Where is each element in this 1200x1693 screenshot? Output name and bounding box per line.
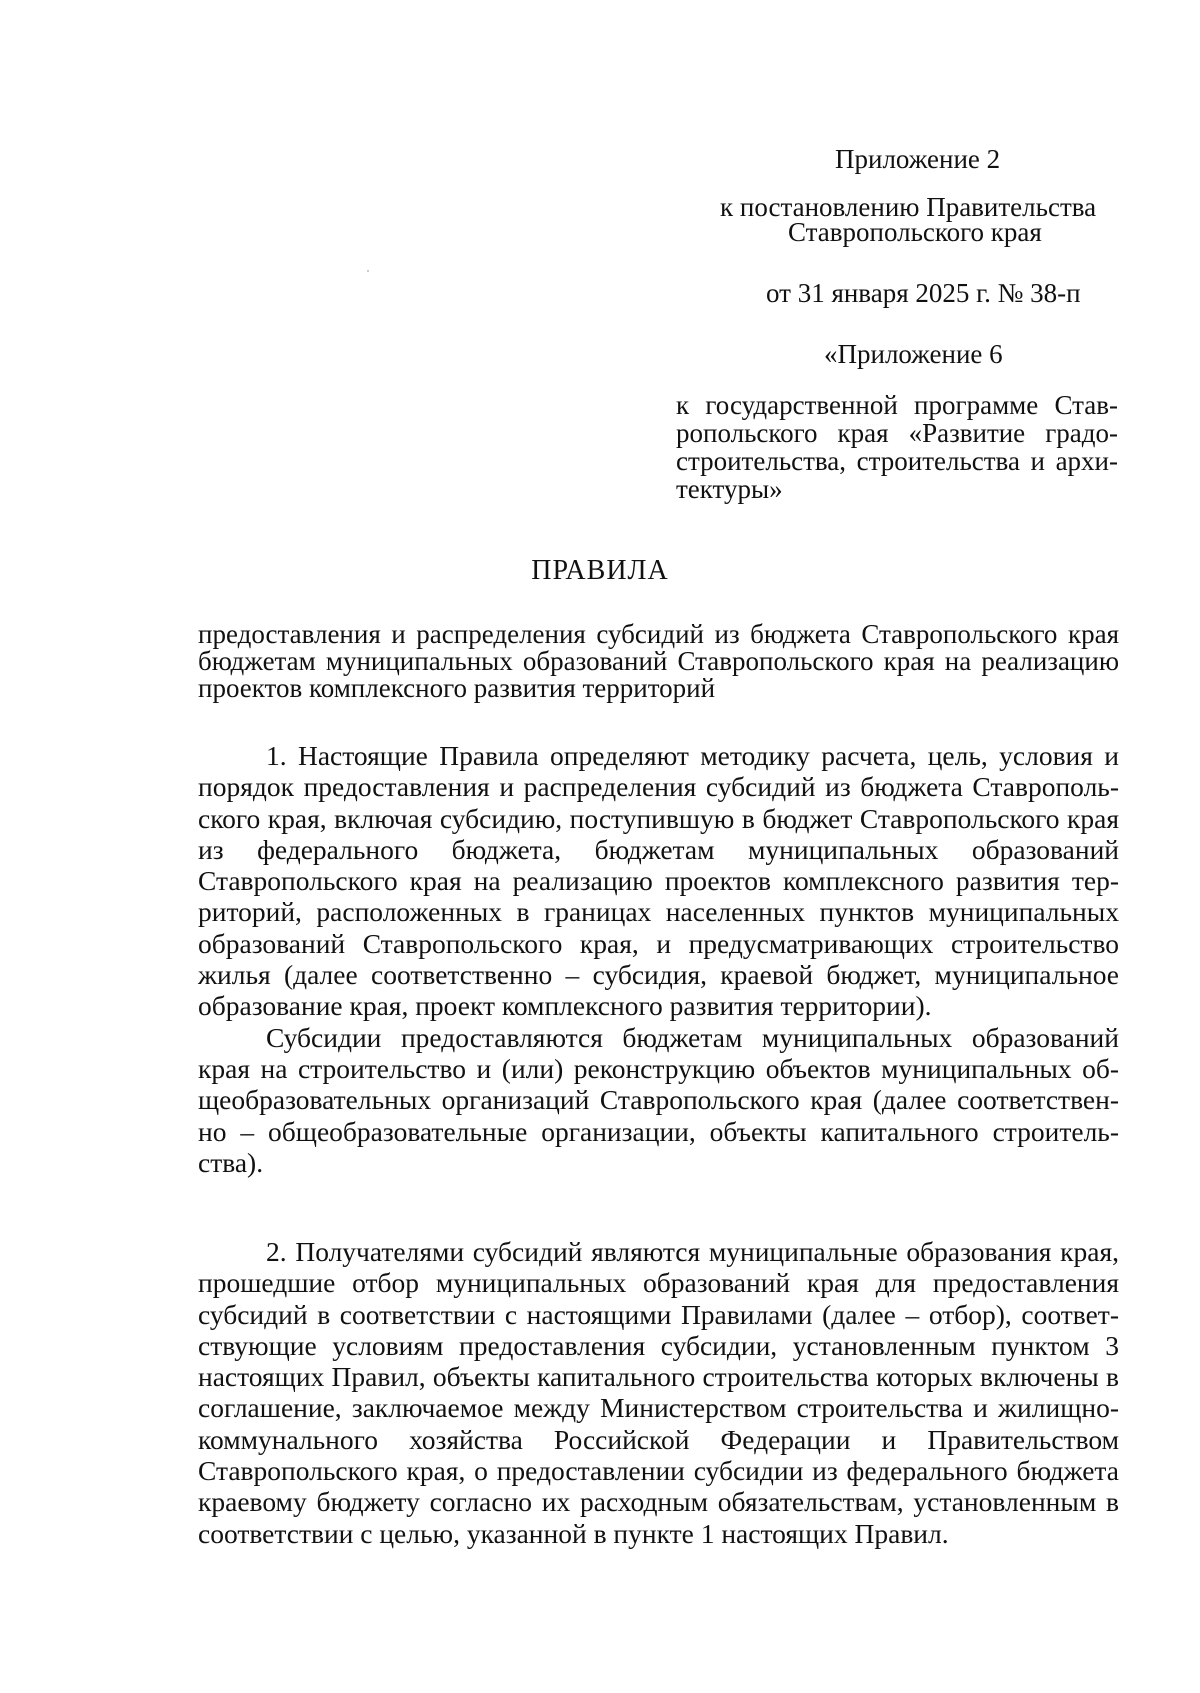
section-1-paragraph-2: Субсидии предоставляются бюджетам муниципальных образований края на строительство и (или) реконструкцию объектов муниципальных общеобразовательных организаций Ставропольского края (далее соответственно – общеобразовательные организации, объекты капитального строительства). xyxy=(198,1021,1119,1178)
program-appendix-label: «Приложение 6 xyxy=(824,339,1003,369)
program-appendix-text: к государственной программе Ставропольского края «Развитие градостроительства, строительства и архитектуры» xyxy=(676,390,1118,504)
appendix-label: Приложение 2 xyxy=(835,144,1001,174)
section-1-paragraph-1: 1. Настоящие Правила определяют методику расчета, цель, условия и порядок предоставления и распределения субсидий из бюджета Ставропольского края, включая субсидию, поступившую в бюджет Ставропольского края из федерального бюджета, бюджетам муниципальных образований Ставропольского края на реализацию проектов комплексного развития территорий, расположенных в границах населенных пунктов муниципальных образований Ставропольского края, и предусматривающих строительство жилья (далее соответственно – субсидия, краевой бюджет, муниципальное образование края, проект комплексного развития территории). xyxy=(198,740,1119,1022)
section-2 xyxy=(198,1236,1119,1549)
document-subtitle: предоставления и распределения субсидий из бюджета Ставропольского края бюджетам муниципальных образований Ставропольского края на реализацию проектов комплексного развития территорий xyxy=(198,619,1119,703)
scan-speck xyxy=(367,270,369,272)
section-1 xyxy=(198,740,1119,1178)
resolution-reference-line1: к постановлению Правительства xyxy=(720,192,1097,222)
document-title: ПРАВИЛА xyxy=(531,555,669,586)
resolution-reference-line2: Ставропольского края xyxy=(788,217,1042,247)
resolution-date-number: от 31 января 2025 г. № 38-п xyxy=(766,278,1081,308)
section-2-paragraph-1: 2. Получателями субсидий являются муниципальные образования края, прошедшие отбор муниципальных образований края для предоставления субсидий в соответствии с настоящими Правилами (далее – отбор), соответствующие условиям предоставления субсидии, установленным пунктом 3 настоящих Правил, объекты капитального строительства которых включены в соглашение, заключаемое между Министерством строительства и жилищно-коммунального хозяйства Российской Федерации и Правительством Ставропольского края, о предоставлении субсидии из федерального бюджета краевому бюджету согласно их расходным обязательствам, установленным в соответствии с целью, указанной в пункте 1 настоящих Правил. xyxy=(198,1236,1119,1549)
